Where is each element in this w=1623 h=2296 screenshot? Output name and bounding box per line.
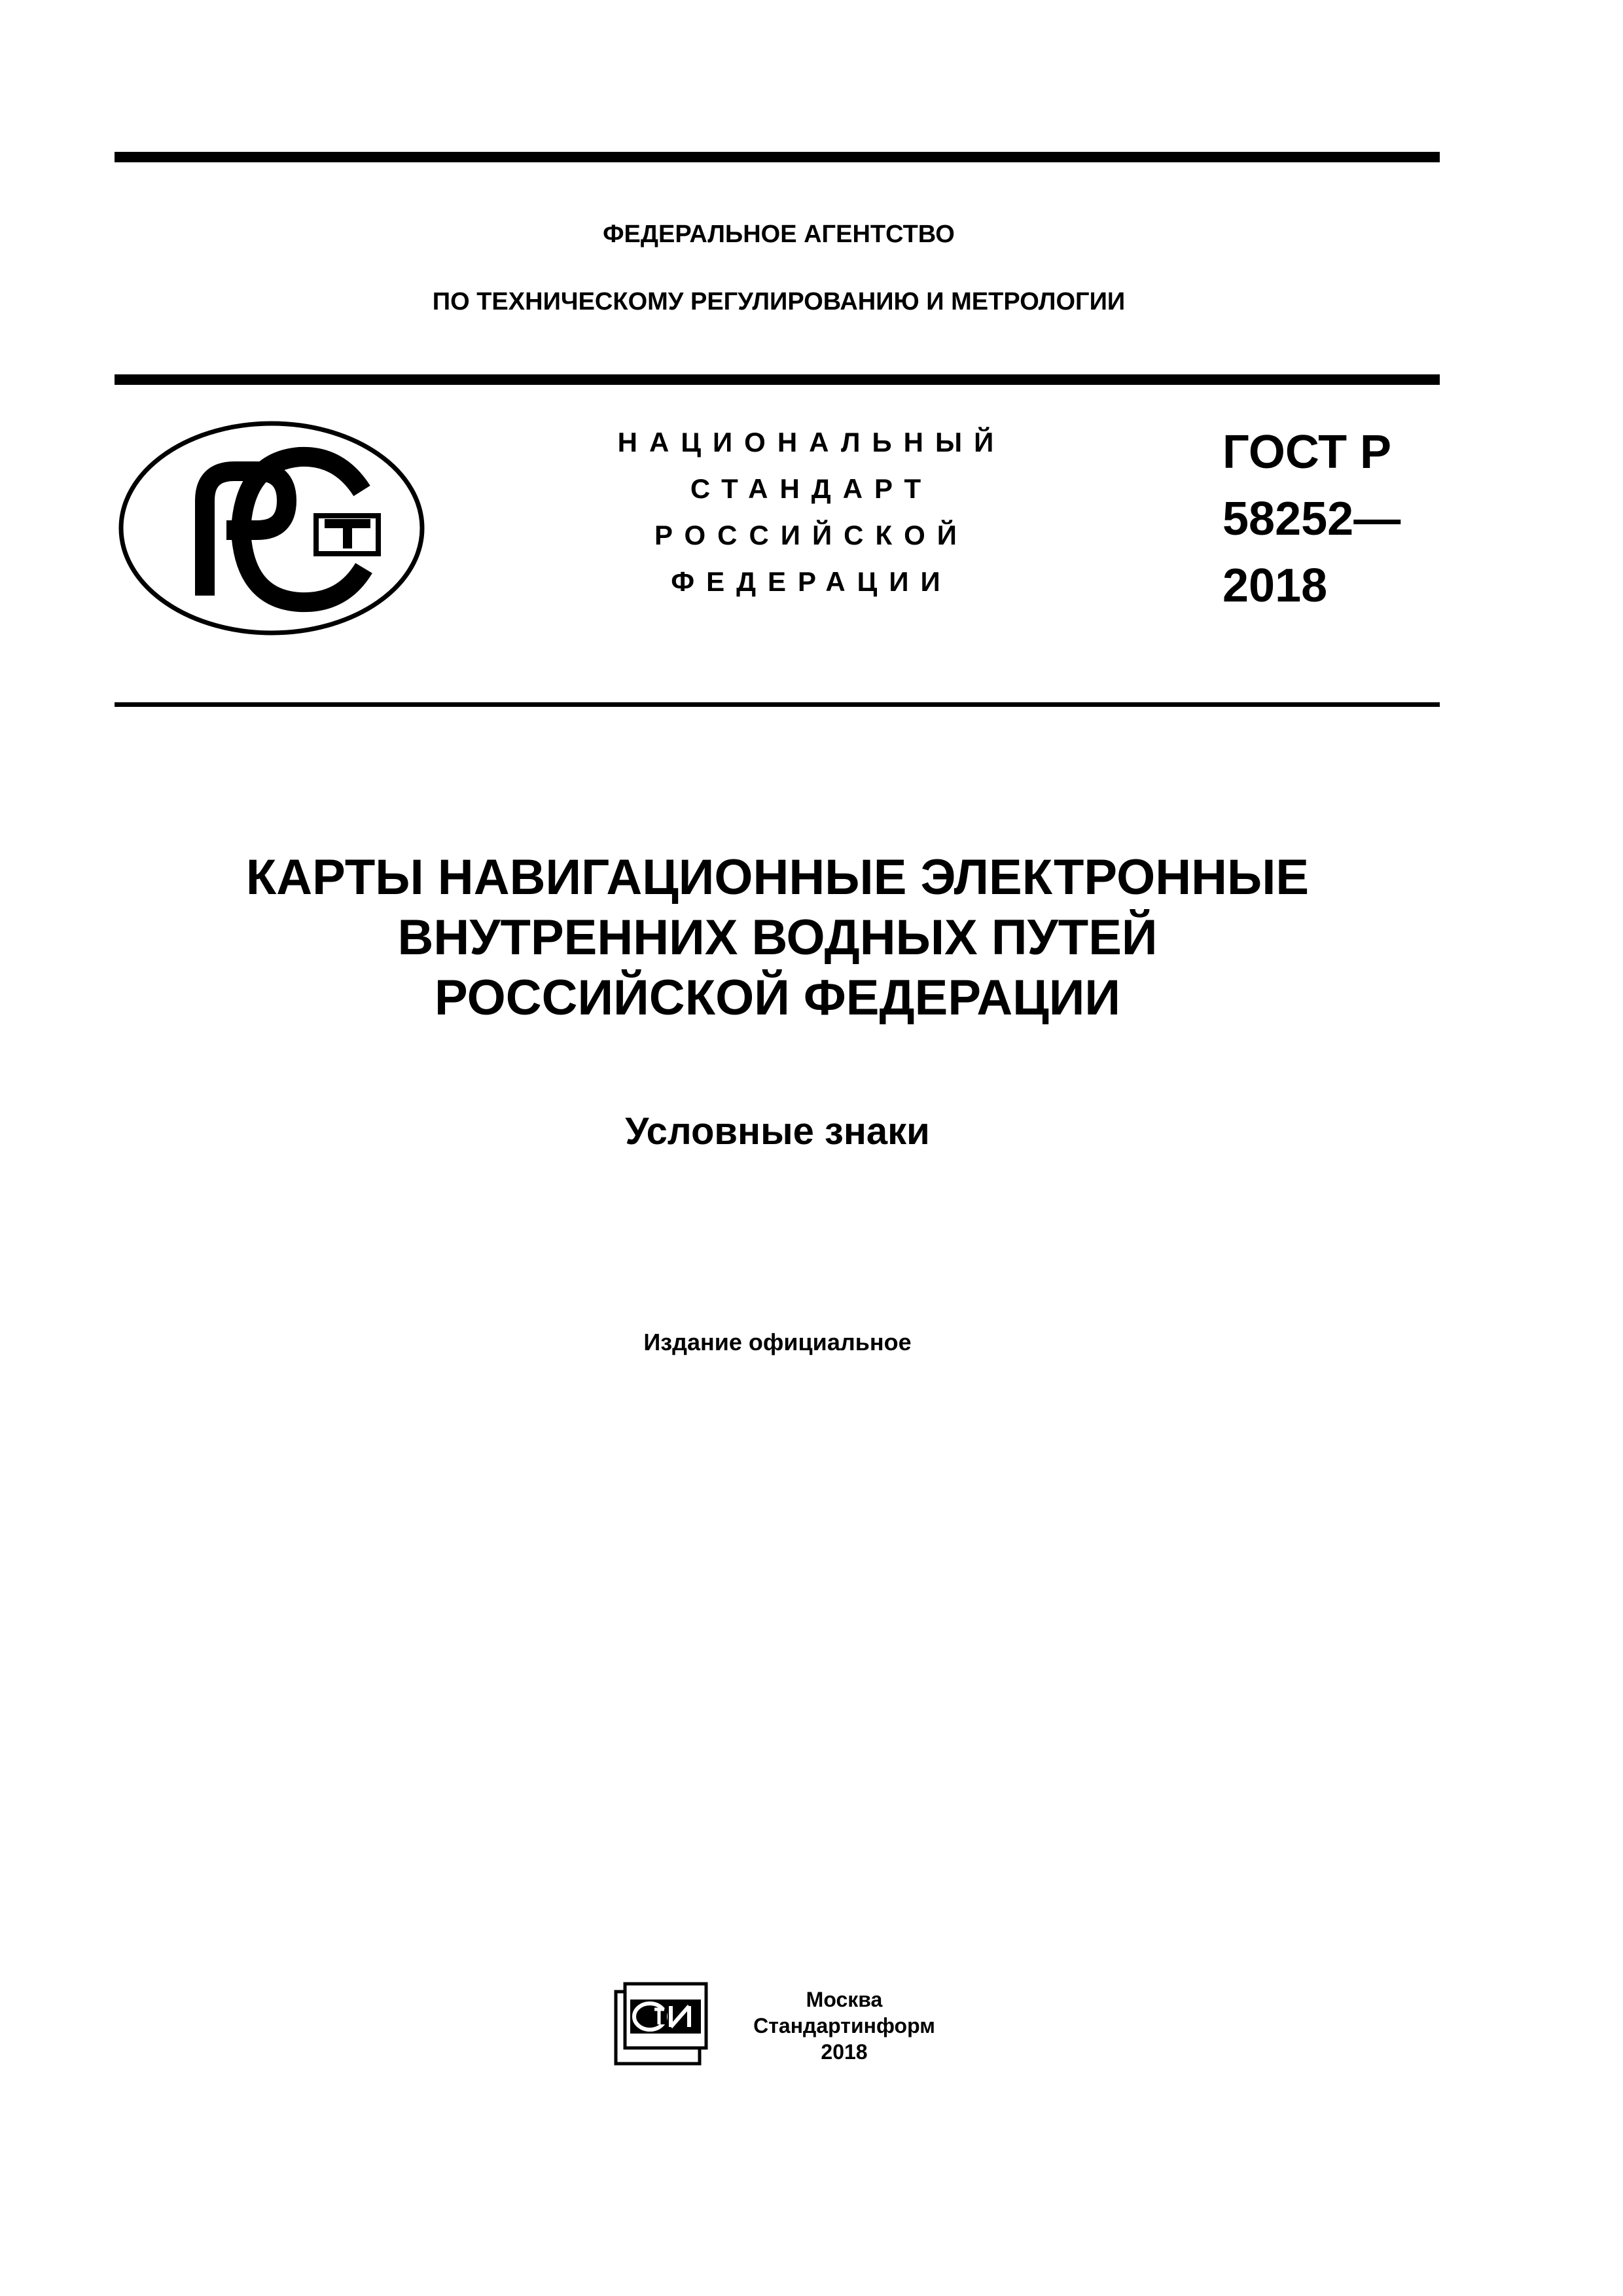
designation-line-3: 2018 (1222, 560, 1328, 612)
standartinform-logo-icon (612, 1980, 710, 2068)
national-standard-line-4: ФЕДЕРАЦИИ (671, 566, 952, 597)
title-line-2: ВНУТРЕННИХ ВОДНЫХ ПУТЕЙ (397, 910, 1158, 965)
standard-designation (1222, 419, 1400, 619)
national-standard-label (576, 419, 1047, 605)
agency-name-line-1: ФЕДЕРАЛЬНОЕ АГЕНТСТВО (603, 221, 955, 248)
rst-logo-icon (116, 419, 427, 638)
national-standard-line-3: РОССИЙСКОЙ (654, 520, 969, 550)
edition-note: Издание официальное (643, 1329, 912, 1355)
imprint-city: Москва (806, 1988, 883, 2011)
imprint (720, 1986, 969, 2065)
imprint-year: 2018 (821, 2040, 868, 2064)
title-divider (115, 702, 1440, 707)
national-standard-line-2: СТАНДАРТ (690, 473, 933, 504)
agency-name-line-2: ПО ТЕХНИЧЕСКОМУ РЕГУЛИРОВАНИЮ И МЕТРОЛОГИИ (432, 288, 1126, 315)
document-subtitle: Условные знаки (625, 1110, 930, 1153)
national-standard-line-1: НАЦИОНАЛЬНЫЙ (617, 427, 1006, 457)
document-title (0, 848, 1555, 1028)
designation-line-2: 58252— (1222, 493, 1401, 545)
header-divider (115, 374, 1440, 385)
title-line-3: РОССИЙСКОЙ ФЕДЕРАЦИИ (434, 970, 1120, 1026)
top-divider (115, 152, 1440, 162)
title-line-1: КАРТЫ НАВИГАЦИОННЫЕ ЭЛЕКТРОННЫЕ (245, 850, 1310, 905)
designation-line-1: ГОСТ Р (1222, 426, 1392, 478)
imprint-publisher: Стандартинформ (753, 2014, 935, 2037)
